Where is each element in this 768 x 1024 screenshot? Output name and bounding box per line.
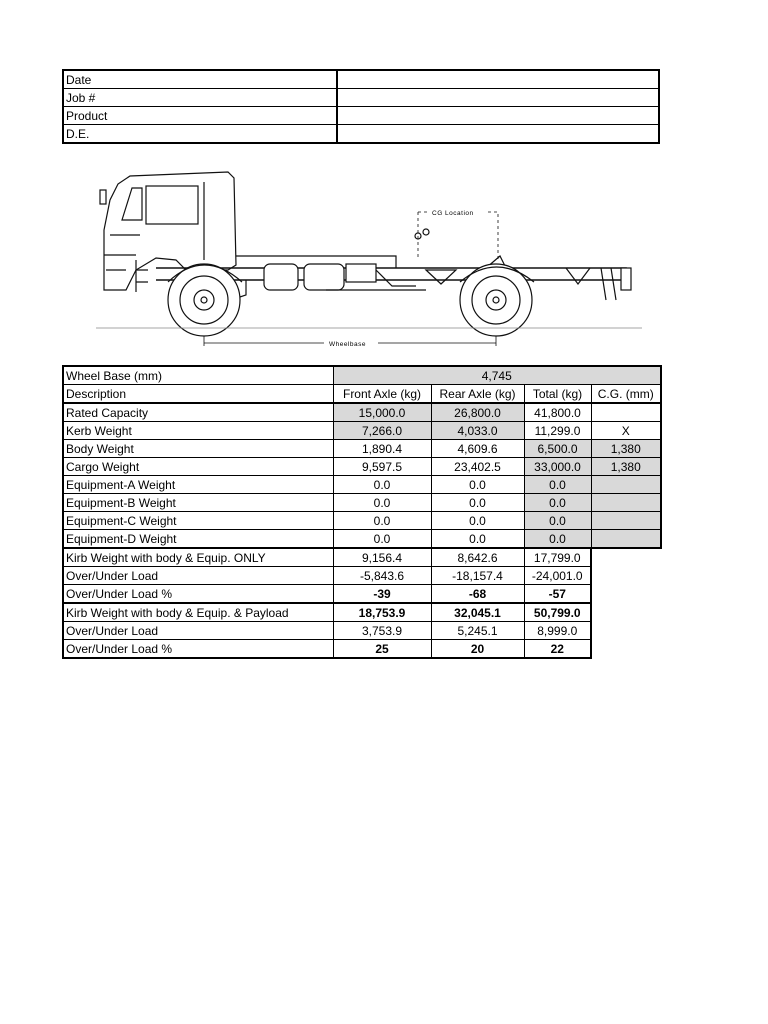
cg-cell: X: [591, 422, 661, 440]
front-axle-cell[interactable]: 7,266.0: [333, 422, 431, 440]
truck-chassis-diagram: [96, 160, 656, 350]
front-axle-cell: -5,843.6: [333, 567, 431, 585]
front-axle-cell: 9,156.4: [333, 548, 431, 567]
front-axle-cell: 18,753.9: [333, 603, 431, 622]
wheelbase-label: Wheelbase: [329, 341, 367, 348]
table-row: [63, 603, 661, 622]
rear-wheel: [460, 264, 534, 336]
table-row: [63, 494, 661, 512]
row-label: Over/Under Load: [63, 622, 333, 640]
table-row: [63, 476, 661, 494]
row-label: Kirb Weight with body & Equip. ONLY: [63, 548, 333, 567]
total-cell: -57: [524, 585, 591, 604]
row-label: Kerb Weight: [63, 422, 333, 440]
job-info-table: [62, 69, 660, 144]
wheel-base-value[interactable]: 4,745: [333, 366, 661, 385]
cg-cell[interactable]: [591, 512, 661, 530]
front-axle-cell: 25: [333, 640, 431, 659]
table-row: [63, 530, 661, 549]
row-label: Equipment-D Weight: [63, 530, 333, 549]
table-row: [63, 622, 661, 640]
rear-axle-cell: -68: [431, 585, 524, 604]
rear-axle-cell: 20: [431, 640, 524, 659]
wheel-base-row: [63, 366, 661, 385]
row-label: Body Weight: [63, 440, 333, 458]
rear-axle-cell[interactable]: 4,033.0: [431, 422, 524, 440]
date-label: Date: [63, 70, 337, 89]
row-label: Kirb Weight with body & Equip. & Payload: [63, 603, 333, 622]
front-axle-cell: 3,753.9: [333, 622, 431, 640]
front-wheel: [168, 264, 242, 336]
total-cell: 8,999.0: [524, 622, 591, 640]
total-cell: -24,001.0: [524, 567, 591, 585]
front-axle-cell[interactable]: 15,000.0: [333, 403, 431, 422]
cg-cell[interactable]: [591, 476, 661, 494]
battery-box: [346, 264, 376, 282]
job-number-value[interactable]: [337, 89, 659, 107]
front-axle-cell: -39: [333, 585, 431, 604]
row-label: Over/Under Load: [63, 567, 333, 585]
total-header: Total (kg): [524, 385, 591, 404]
cg-cell[interactable]: 1,380: [591, 458, 661, 476]
cab-window: [146, 186, 198, 224]
table-row: [63, 458, 661, 476]
job-info-row-job: [63, 89, 659, 107]
job-info-row-de: [63, 125, 659, 144]
table-row: [63, 585, 661, 604]
air-tank: [304, 264, 344, 290]
cg-cell[interactable]: [591, 530, 661, 549]
fuel-tank: [264, 264, 298, 290]
table-row: [63, 422, 661, 440]
row-label: Equipment-B Weight: [63, 494, 333, 512]
table-row: [63, 440, 661, 458]
mirror-icon: [100, 190, 106, 204]
rear-axle-cell: 4,609.6: [431, 440, 524, 458]
total-cell: 22: [524, 640, 591, 659]
total-cell: 50,799.0: [524, 603, 591, 622]
product-label: Product: [63, 107, 337, 125]
front-axle-cell: 0.0: [333, 476, 431, 494]
total-cell[interactable]: 0.0: [524, 476, 591, 494]
total-cell[interactable]: 0.0: [524, 530, 591, 549]
row-label: Over/Under Load %: [63, 640, 333, 659]
row-label: Over/Under Load %: [63, 585, 333, 604]
date-value[interactable]: [337, 70, 659, 89]
job-info-row-date: [63, 70, 659, 89]
rear-axle-cell: 8,642.6: [431, 548, 524, 567]
row-label: Equipment-A Weight: [63, 476, 333, 494]
rear-axle-cell: 23,402.5: [431, 458, 524, 476]
total-cell[interactable]: 6,500.0: [524, 440, 591, 458]
rear-axle-cell: 0.0: [431, 530, 524, 549]
total-cell[interactable]: 33,000.0: [524, 458, 591, 476]
total-cell: 17,799.0: [524, 548, 591, 567]
front-axle-cell: 0.0: [333, 530, 431, 549]
product-value[interactable]: [337, 107, 659, 125]
row-label: Cargo Weight: [63, 458, 333, 476]
rear-axle-header: Rear Axle (kg): [431, 385, 524, 404]
front-axle-cell: 1,890.4: [333, 440, 431, 458]
weight-distribution-table: [62, 365, 662, 659]
total-cell[interactable]: 0.0: [524, 494, 591, 512]
table-row: [63, 640, 661, 659]
front-axle-header: Front Axle (kg): [333, 385, 431, 404]
total-cell: 41,800.0: [524, 403, 591, 422]
rear-axle-cell: 0.0: [431, 494, 524, 512]
rear-bumper: [621, 268, 631, 290]
rear-axle-cell[interactable]: 26,800.0: [431, 403, 524, 422]
cg-cell[interactable]: 1,380: [591, 440, 661, 458]
front-axle-cell: 9,597.5: [333, 458, 431, 476]
de-label: D.E.: [63, 125, 337, 144]
total-cell: 11,299.0: [524, 422, 591, 440]
row-label: Rated Capacity: [63, 403, 333, 422]
total-cell[interactable]: 0.0: [524, 512, 591, 530]
table-row: [63, 567, 661, 585]
rear-axle-cell: -18,157.4: [431, 567, 524, 585]
wheel-base-label: Wheel Base (mm): [63, 366, 333, 385]
job-number-label: Job #: [63, 89, 337, 107]
rear-axle-cell: 32,045.1: [431, 603, 524, 622]
rear-axle-cell: 5,245.1: [431, 622, 524, 640]
row-label: Equipment-C Weight: [63, 512, 333, 530]
rear-axle-cell: 0.0: [431, 476, 524, 494]
cg-location-label: CG Location: [432, 210, 474, 217]
cg-cell[interactable]: [591, 494, 661, 512]
cg-header: C.G. (mm): [591, 385, 661, 404]
rear-axle-cell: 0.0: [431, 512, 524, 530]
cg-cell: [591, 403, 661, 422]
table-row: [63, 548, 661, 567]
table-row: [63, 512, 661, 530]
job-info-row-product: [63, 107, 659, 125]
table-row: [63, 403, 661, 422]
front-axle-cell: 0.0: [333, 512, 431, 530]
front-axle-cell: 0.0: [333, 494, 431, 512]
column-header-row: [63, 385, 661, 404]
description-header: Description: [63, 385, 333, 404]
de-value[interactable]: [337, 125, 659, 144]
